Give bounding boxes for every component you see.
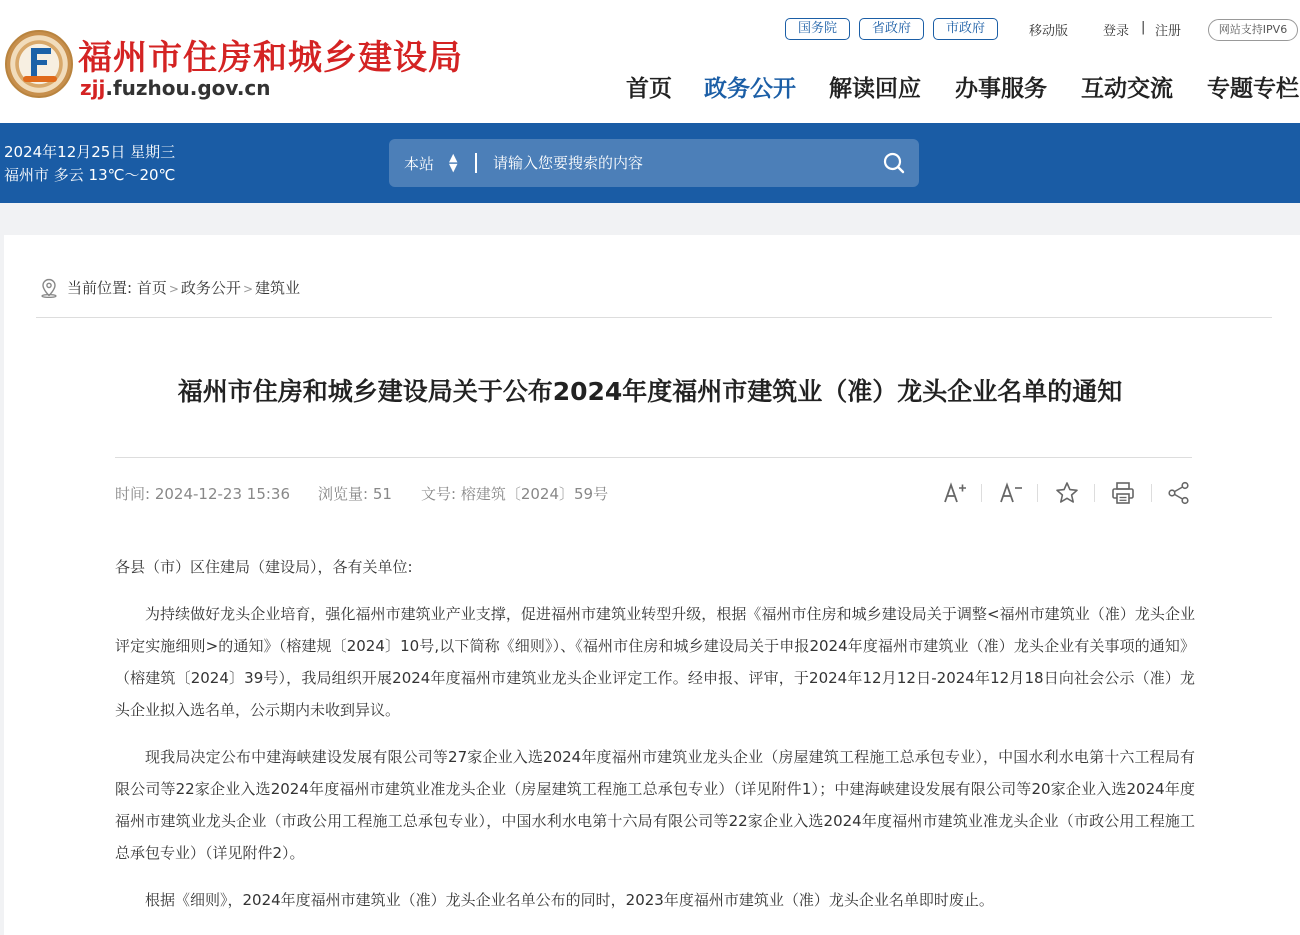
search-icon[interactable] <box>882 151 906 175</box>
nav-services[interactable]: 办事服务 <box>955 76 1047 102</box>
search-divider <box>475 153 477 173</box>
time-label: 时间: <box>115 485 151 503</box>
star-icon[interactable] <box>1054 480 1080 506</box>
time-value: 2024-12-23 15:36 <box>154 485 291 503</box>
login-register-divider: | <box>1141 20 1146 35</box>
title-divider <box>115 457 1192 458</box>
views-value: 51 <box>372 485 392 503</box>
weather: 福州市 多云 13℃～20℃ <box>4 166 176 184</box>
domain-rest: .fuzhou.gov.cn <box>105 76 271 100</box>
breadcrumb-home[interactable]: 首页 <box>136 279 167 297</box>
ipv6-badge: 网站支持IPV6 <box>1208 19 1298 41</box>
domain-highlight: zjj <box>80 76 106 100</box>
site-logo-emblem[interactable] <box>5 30 73 98</box>
toolbar-separator <box>1094 484 1095 502</box>
font-decrease-icon[interactable] <box>998 480 1024 506</box>
logo-mark-icon <box>27 48 53 82</box>
article-paragraph-1: 为持续做好龙头企业培育，强化福州市建筑业产业支撑，促进福州市建筑业转型升级，根据《福州市住房和城乡建设局关于调整<福州市建筑业（准）龙头企业评定实施细则>的通知》（榕建规〔2024〕10号,以下简称《细则》）、《福州市住房和城乡建设局关于申报2024年度福州市建筑业（准）龙头企业有关事项的通知》（榕建筑〔2024〕39号），我局组织开展2024年度福州市建筑业龙头企业评定工作。经申报、评审，于2024年12月12日-2024年12月18日向社会公示（准）龙头企业拟入选名单，公示期内未收到异议。 <box>115 605 1195 719</box>
toolbar-separator <box>1037 484 1038 502</box>
gov-link-province[interactable]: 省政府 <box>859 18 924 40</box>
breadcrumb-gov-affairs[interactable]: 政务公开 <box>180 279 241 297</box>
breadcrumb-sep: > <box>168 282 179 296</box>
nav-home[interactable]: 首页 <box>626 76 672 102</box>
login-link[interactable]: 登录 <box>1103 24 1130 39</box>
mobile-version-link[interactable]: 移动版 <box>1029 24 1069 39</box>
nav-special-topics[interactable]: 专题专栏 <box>1207 76 1299 102</box>
print-icon[interactable] <box>1110 480 1136 506</box>
nav-interpretation[interactable]: 解读回应 <box>829 76 921 102</box>
article-views <box>318 483 392 504</box>
location-pin-icon <box>40 278 58 298</box>
article-doc-number <box>421 483 608 504</box>
doc-label: 文号: <box>421 485 457 503</box>
updown-arrow-icon[interactable]: ▲ ▼ <box>449 151 458 174</box>
breadcrumb-construction[interactable]: 建筑业 <box>255 279 301 297</box>
gov-link-city[interactable]: 市政府 <box>933 18 998 40</box>
article-paragraph-2: 现我局决定公布中建海峡建设发展有限公司等27家企业入选2024年度福州市建筑业龙头企业（房屋建筑工程施工总承包专业），中国水利水电第十六工程局有限公司等22家企业入选2024年度福州市建筑业准龙头企业（房屋建筑工程施工总承包专业）（详见附件1）；中建海峡建设发展有限公司等20家企业入选2024年度福州市建筑业龙头企业（市政公用工程施工总承包专业），中国水利水电第十六局有限公司等22家企业入选2024年度福州市建筑业准龙头企业（市政公用工程施工总承包专业）（详见附件2）。 <box>115 748 1195 862</box>
doc-value: 榕建筑〔2024〕59号 <box>460 485 609 503</box>
views-label: 浏览量: <box>318 485 369 503</box>
site-domain <box>80 76 271 100</box>
article-title: 福州市住房和城乡建设局关于公布2024年度福州市建筑业（准）龙头企业名单的通知 <box>177 377 1123 406</box>
gov-link-state-council[interactable]: 国务院 <box>785 18 850 40</box>
share-icon[interactable] <box>1166 480 1192 506</box>
register-link[interactable]: 注册 <box>1155 24 1182 39</box>
article-paragraph-3: 根据《细则》，2024年度福州市建筑业（准）龙头企业名单公布的同时，2023年度福州市建筑业（准）龙头企业名单即时废止。 <box>145 891 994 909</box>
site-title[interactable]: 福州市住房和城乡建设局 <box>78 38 463 78</box>
current-date: 2024年12月25日 星期三 <box>4 143 176 161</box>
toolbar-separator <box>981 484 982 502</box>
article-greeting: 各县（市）区住建局（建设局），各有关单位: <box>115 558 413 576</box>
search-box <box>389 139 919 187</box>
font-increase-icon[interactable] <box>942 480 968 506</box>
search-input[interactable] <box>493 150 873 176</box>
nav-interaction[interactable]: 互动交流 <box>1081 76 1173 102</box>
breadcrumb <box>67 277 300 298</box>
breadcrumb-divider <box>36 317 1272 318</box>
breadcrumb-sep: > <box>242 282 253 296</box>
breadcrumb-label: 当前位置: <box>67 279 133 297</box>
toolbar-separator <box>1151 484 1152 502</box>
nav-government-affairs[interactable]: 政务公开 <box>704 76 796 102</box>
article-time <box>115 483 290 504</box>
search-scope-select[interactable]: 本站 <box>404 155 435 173</box>
